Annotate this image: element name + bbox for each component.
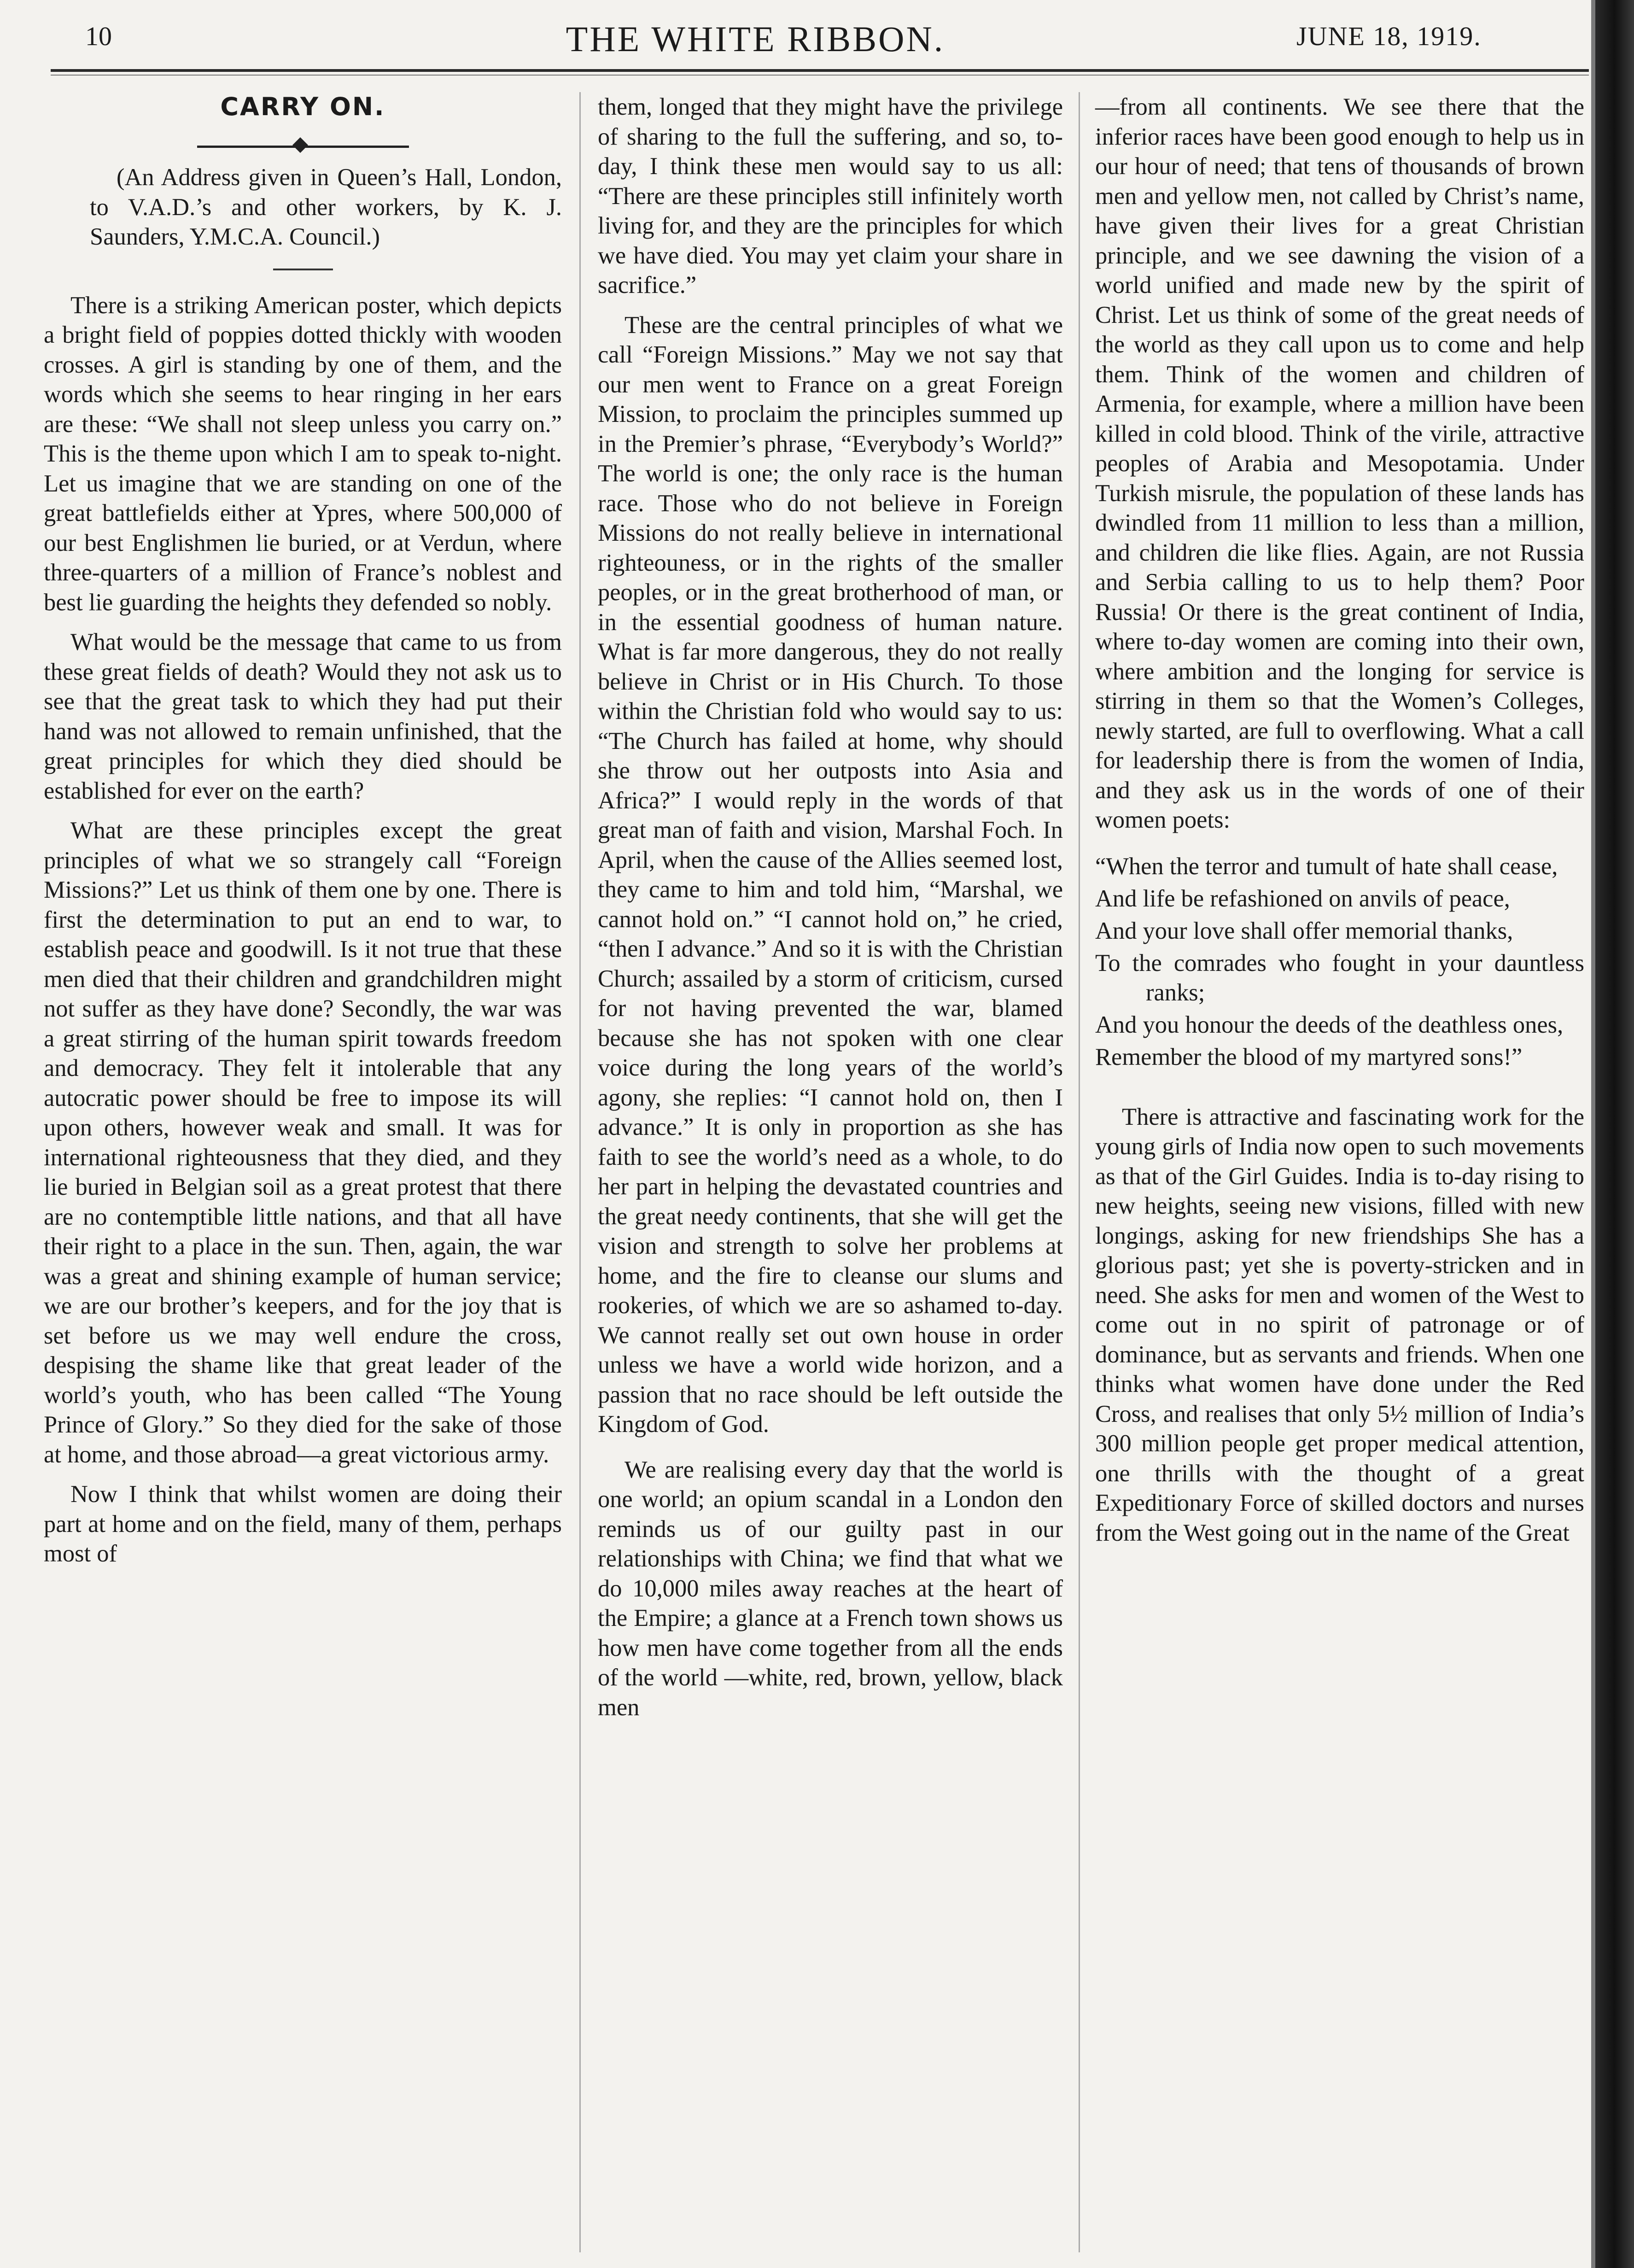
- page-header: [0, 0, 1593, 83]
- paragraph: What would be the message that came to us from these great fields of death? Would they not ask us to see that the great task to which they had put their hand was not allowed to remain unfinished, that the great principles for which they died should be established for ever on the earth?: [44, 629, 562, 804]
- column-1: [44, 92, 562, 1569]
- paragraph: We are realising every day that the world is one world; an opium scandal in a London den reminds us of our guilty past in our relationships with China; we find that what we do 10,000 miles away reaches at the heart of the Empire; a glance at a French town shows us how men have come together from all the ends of the world —white, red, brown, yellow, black men: [598, 1456, 1063, 1721]
- header-rule-thin: [51, 75, 1589, 76]
- poem-line: And you honour the deeds of the deathless ones,: [1095, 1011, 1564, 1038]
- column-divider-2: [1079, 92, 1080, 2252]
- poem-line: Remember the blood of my martyred sons!”: [1095, 1043, 1523, 1070]
- column-2: [598, 92, 1063, 1722]
- paragraph: Now I think that whilst women are doing their part at home and on the field, many of them, perhaps most of: [44, 1481, 562, 1567]
- poem: [1095, 852, 1584, 1072]
- title-ornament: [197, 140, 409, 153]
- issue-date: JUNE 18, 1919.: [1296, 21, 1482, 51]
- column-divider-1: [579, 92, 581, 2252]
- paragraph: These are the central principles of what we call “Foreign Missions.” May we not say that our men went to France on a great Foreign Mission, to proclaim the principles summed up in the Premier’s phrase, “Everybody’s World?” The world is one; the only race is the human race. Those who do not believe in Foreign Missions do not really believe in international righteouness, or in the rights of the smaller peoples, or in the great brotherhood of man, or in the essential goodness of human nature. What is far more dangerous, they do not really believe in Christ or in His Church. To those within the Christian fold who would say to us: “The Church has failed at home, why should she throw out her outposts into Asia and Africa?” I would reply in the words of that great man of faith and vision, Marshal Foch. In April, when the cause of the Allies seemed lost, they came to him and told him, “Marshal, we cannot hold on.” “I cannot hold on,” he cried, “then I advance.” And so it is with the Christian Church; assailed by a storm of criticism, cursed for not having prevented the war, blamed because she has not spoken with one clear voice during the long years of the world’s agony, she replies: “I cannot hold on, then I advance.” It is only in proportion as she has faith to see the world’s need as a whole, to do her part in helping the devastated countries and the great needy continents, that she will get the vision and strength to solve her problems at home, and the fire to cleanse our slums and rookeries, of which we are so ashamed to-day. We cannot really set out own house in order unless we have a world wide horizon, and a passion that no race should be left outside the Kingdom of God.: [598, 311, 1063, 1438]
- subtitle-rule: [273, 269, 333, 270]
- paragraph: What are these principles except the great principles of what we so strangely call “Foreign Missions?” Let us think of them one by one. There is first the determination to put an end to war, to establish peace and goodwill. Is it not true that these men died that their children and grandchildren might not suffer as they have done? Secondly, the war was a great stirring of the human spirit towards freedom and democracy. They felt it intolerable that any autocratic power should be free to impose its will upon others, however weak and small. It was for international righteousness that they died, and they lie buried in Belgian soil as a great protest that there are no contemptible little nations, and that all have their right to a place in the sun. Then, again, the war was a great and shining example of human service; we are our brother’s keepers, and for the joy that is set before us we may well endure the cross, despising the shame like that great leader of the world’s youth, who has been called “The Young Prince of Glory.” So they died for the sake of those at home, and those abroad—a great victorious army.: [44, 817, 562, 1468]
- poem-line: To the comrades who fought in your dauntless ranks;: [1095, 949, 1584, 1006]
- article-title: CARRY ON.: [220, 92, 385, 121]
- paragraph: There is attractive and fascinating work for the young girls of India now open to such movements as that of the Girl Guides. India is to-day rising to new heights, seeing new visions, filled with new longings, asking for new friendships She has a glorious past; yet she is poverty-stricken and in need. She asks for men and women of the West to come out in no spirit of patronage or of dominance, but as servants and friends. When one thinks what women have done under the Red Cross, and realises that only 5½ million of India’s 300 million people get proper medical attention, one thrills with the thought of a great Expeditionary Force of skilled doctors and nurses from the West going out in the name of the Great: [1095, 1103, 1584, 1546]
- poem-line: “When the terror and tumult of hate shall cease,: [1095, 853, 1558, 880]
- poem-line: And your love shall offer memorial thanks,: [1095, 917, 1513, 944]
- column-3: [1095, 92, 1584, 1548]
- article-subtitle: (An Address given in Queen’s Hall, London, to V.A.D.’s and other workers, by K. J. Saunders, Y.M.C.A. Council.): [90, 164, 562, 250]
- scan-border: [1595, 0, 1634, 2268]
- paragraph: There is a striking American poster, which depicts a bright field of poppies dotted thickly with wooden crosses. A girl is standing by one of them, and the words which she seems to hear ringing in her ears are these: “We shall not sleep unless you carry on.” This is the theme upon which I am to speak to-night. Let us imagine that we are standing on one of the great battlefields either at Ypres, where 500,000 of our best Englishmen lie buried, or at Verdun, where three-quarters of a million of France’s noblest and best lie guarding the heights they defended so nobly.: [44, 292, 562, 616]
- page-number: 10: [85, 21, 112, 51]
- poem-line: And life be refashioned on anvils of peace,: [1095, 885, 1510, 912]
- paragraph: them, longed that they might have the privilege of sharing to the full the suffering, and so, to-day, I think these men would say to us all: “There are these principles still infinitely worth living for, and they are the principles for which we have died. You may yet claim your share in sacrifice.”: [598, 94, 1063, 298]
- header-rule: [51, 69, 1589, 72]
- publication-title: THE WHITE RIBBON.: [566, 19, 945, 59]
- paragraph: —from all continents. We see there that the inferior races have been good enough to help us in our hour of need; that tens of thousands of brown men and yellow men, not called by Christ’s name, have given their lives for a great Christian principle, and we see dawning the vision of a world unified and made new by the spirit of Christ. Let us think of some of the great needs of the world as they call upon us to come and help them. Think of the women and children of Armenia, for example, where a million have been killed in cold blood. Think of the virile, attractive peoples of Arabia and Mesopotamia. Under Turkish misrule, the population of these lands has dwindled from 11 million to less than a million, and children die like flies. Again, are not Russia and Serbia calling to us to help them? Poor Russia! Or there is the great continent of India, where to-day women are coming into their own, where ambition and the longing for service is stirring in them so that the Women’s Colleges, newly started, are full to overflowing. What a call for leadership there is from the women of India, and they ask us in the words of one of their women poets:: [1095, 94, 1584, 833]
